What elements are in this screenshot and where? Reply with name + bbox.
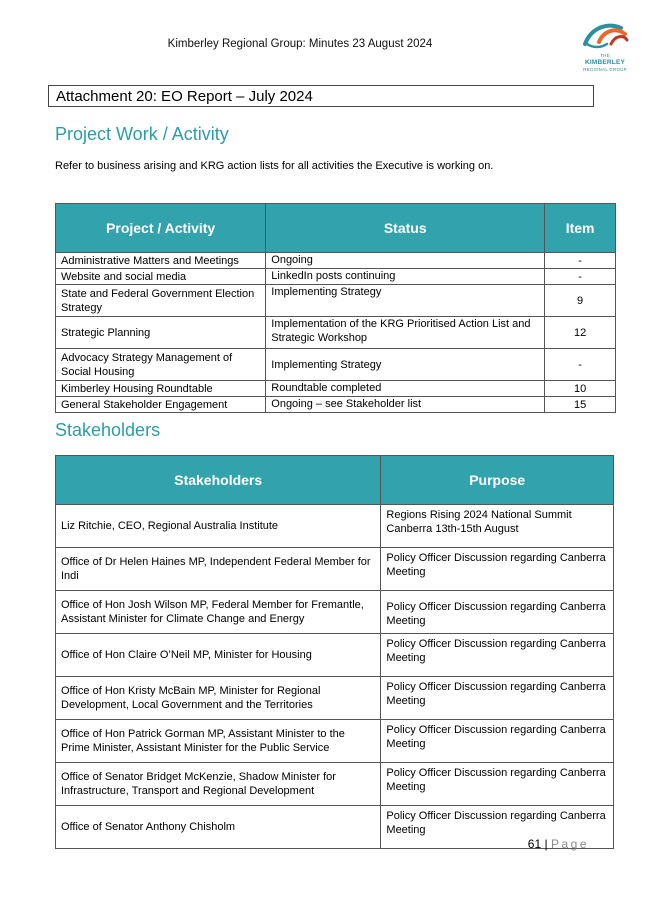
project-section-heading: Project Work / Activity <box>55 124 229 144</box>
table-row <box>56 253 616 269</box>
item-cell: 15 <box>545 397 616 413</box>
table-row <box>56 269 616 285</box>
status-cell: Ongoing <box>266 253 545 269</box>
footer-separator: | <box>544 837 548 851</box>
status-cell: Implementation of the KRG Prioritised Action List and Strategic Workshop <box>266 317 545 349</box>
stakeholder-cell: Office of Hon Claire O’Neil MP, Minister for Housing <box>56 634 381 677</box>
activity-cell: Strategic Planning <box>56 317 266 349</box>
item-cell: - <box>545 269 616 285</box>
project-intro-text: Refer to business arising and KRG action lists for all activities the Executive is working on. <box>55 160 494 172</box>
purpose-cell: Policy Officer Discussion regarding Canberra Meeting <box>381 548 614 591</box>
stakeholder-cell: Office of Hon Patrick Gorman MP, Assistant Minister to the Prime Minister, Assistant Minister for the Public Service <box>56 720 381 763</box>
page-footer <box>528 837 589 851</box>
item-cell: 9 <box>545 285 616 317</box>
column-header-stakeholders: Stakeholders <box>56 456 381 505</box>
status-cell: Roundtable completed <box>266 381 545 397</box>
table-row <box>56 763 614 806</box>
column-header-status: Status <box>266 204 545 253</box>
logo-swirl-icon <box>577 14 633 54</box>
activity-cell: Administrative Matters and Meetings <box>56 253 266 269</box>
activity-cell: Website and social media <box>56 269 266 285</box>
table-row <box>56 677 614 720</box>
status-cell: Implementing Strategy <box>266 285 545 317</box>
page-header-title: Kimberley Regional Group: Minutes 23 August 2024 <box>167 38 433 50</box>
activity-cell: Kimberley Housing Roundtable <box>56 381 266 397</box>
purpose-cell: Policy Officer Discussion regarding Canberra Meeting <box>381 720 614 763</box>
activity-cell: Advocacy Strategy Management of Social Housing <box>56 349 266 381</box>
table-row <box>56 720 614 763</box>
logo-text-line1: KIMBERLEY <box>584 59 626 66</box>
table-row <box>56 317 616 349</box>
item-cell: - <box>545 349 616 381</box>
purpose-cell: Regions Rising 2024 National Summit Canberra 13th-15th August <box>381 505 614 548</box>
stakeholder-cell: Office of Hon Kristy McBain MP, Minister for Regional Development, Local Government and the Territories <box>56 677 381 720</box>
status-cell: Ongoing – see Stakeholder list <box>266 397 545 413</box>
table-row <box>56 634 614 677</box>
item-cell: - <box>545 253 616 269</box>
stakeholder-cell: Office of Hon Josh Wilson MP, Federal Member for Fremantle, Assistant Minister for Climate Change and Energy <box>56 591 381 634</box>
table-header-row <box>56 204 616 253</box>
purpose-cell: Policy Officer Discussion regarding Canberra Meeting <box>381 763 614 806</box>
status-cell: LinkedIn posts continuing <box>266 269 545 285</box>
purpose-cell: Policy Officer Discussion regarding Canberra Meeting <box>381 806 614 849</box>
project-activity-table <box>55 203 616 413</box>
table-row <box>56 381 616 397</box>
logo-text-line2: REGIONAL GROUP <box>583 67 627 72</box>
page-label: Page <box>550 837 589 851</box>
table-row <box>56 397 616 413</box>
table-row <box>56 548 614 591</box>
stakeholders-table <box>55 455 614 849</box>
item-cell: 12 <box>545 317 616 349</box>
purpose-cell: Policy Officer Discussion regarding Canberra Meeting <box>381 591 614 634</box>
stakeholders-section-heading: Stakeholders <box>55 420 161 440</box>
table-row <box>56 591 614 634</box>
activity-cell: General Stakeholder Engagement <box>56 397 266 413</box>
purpose-cell: Policy Officer Discussion regarding Canberra Meeting <box>381 634 614 677</box>
table-header-row <box>56 456 614 505</box>
column-header-activity: Project / Activity <box>56 204 266 253</box>
attachment-title: Attachment 20: EO Report – July 2024 <box>48 85 594 107</box>
table-row <box>56 349 616 381</box>
page-number: 61 <box>527 837 542 851</box>
stakeholder-cell: Office of Senator Bridget McKenzie, Shadow Minister for Infrastructure, Transport and Regional Development <box>56 763 381 806</box>
table-row <box>56 285 616 317</box>
item-cell: 10 <box>545 381 616 397</box>
logo-text-small: THE <box>600 53 610 58</box>
activity-cell: State and Federal Government Election Strategy <box>56 285 266 317</box>
kimberley-logo <box>577 14 633 72</box>
status-cell: Implementing Strategy <box>266 349 545 381</box>
column-header-item: Item <box>545 204 616 253</box>
column-header-purpose: Purpose <box>381 456 614 505</box>
stakeholder-cell: Office of Senator Anthony Chisholm <box>56 806 381 849</box>
stakeholder-cell: Office of Dr Helen Haines MP, Independent Federal Member for Indi <box>56 548 381 591</box>
table-row <box>56 505 614 548</box>
stakeholder-cell: Liz Ritchie, CEO, Regional Australia Institute <box>56 505 381 548</box>
purpose-cell: Policy Officer Discussion regarding Canberra Meeting <box>381 677 614 720</box>
